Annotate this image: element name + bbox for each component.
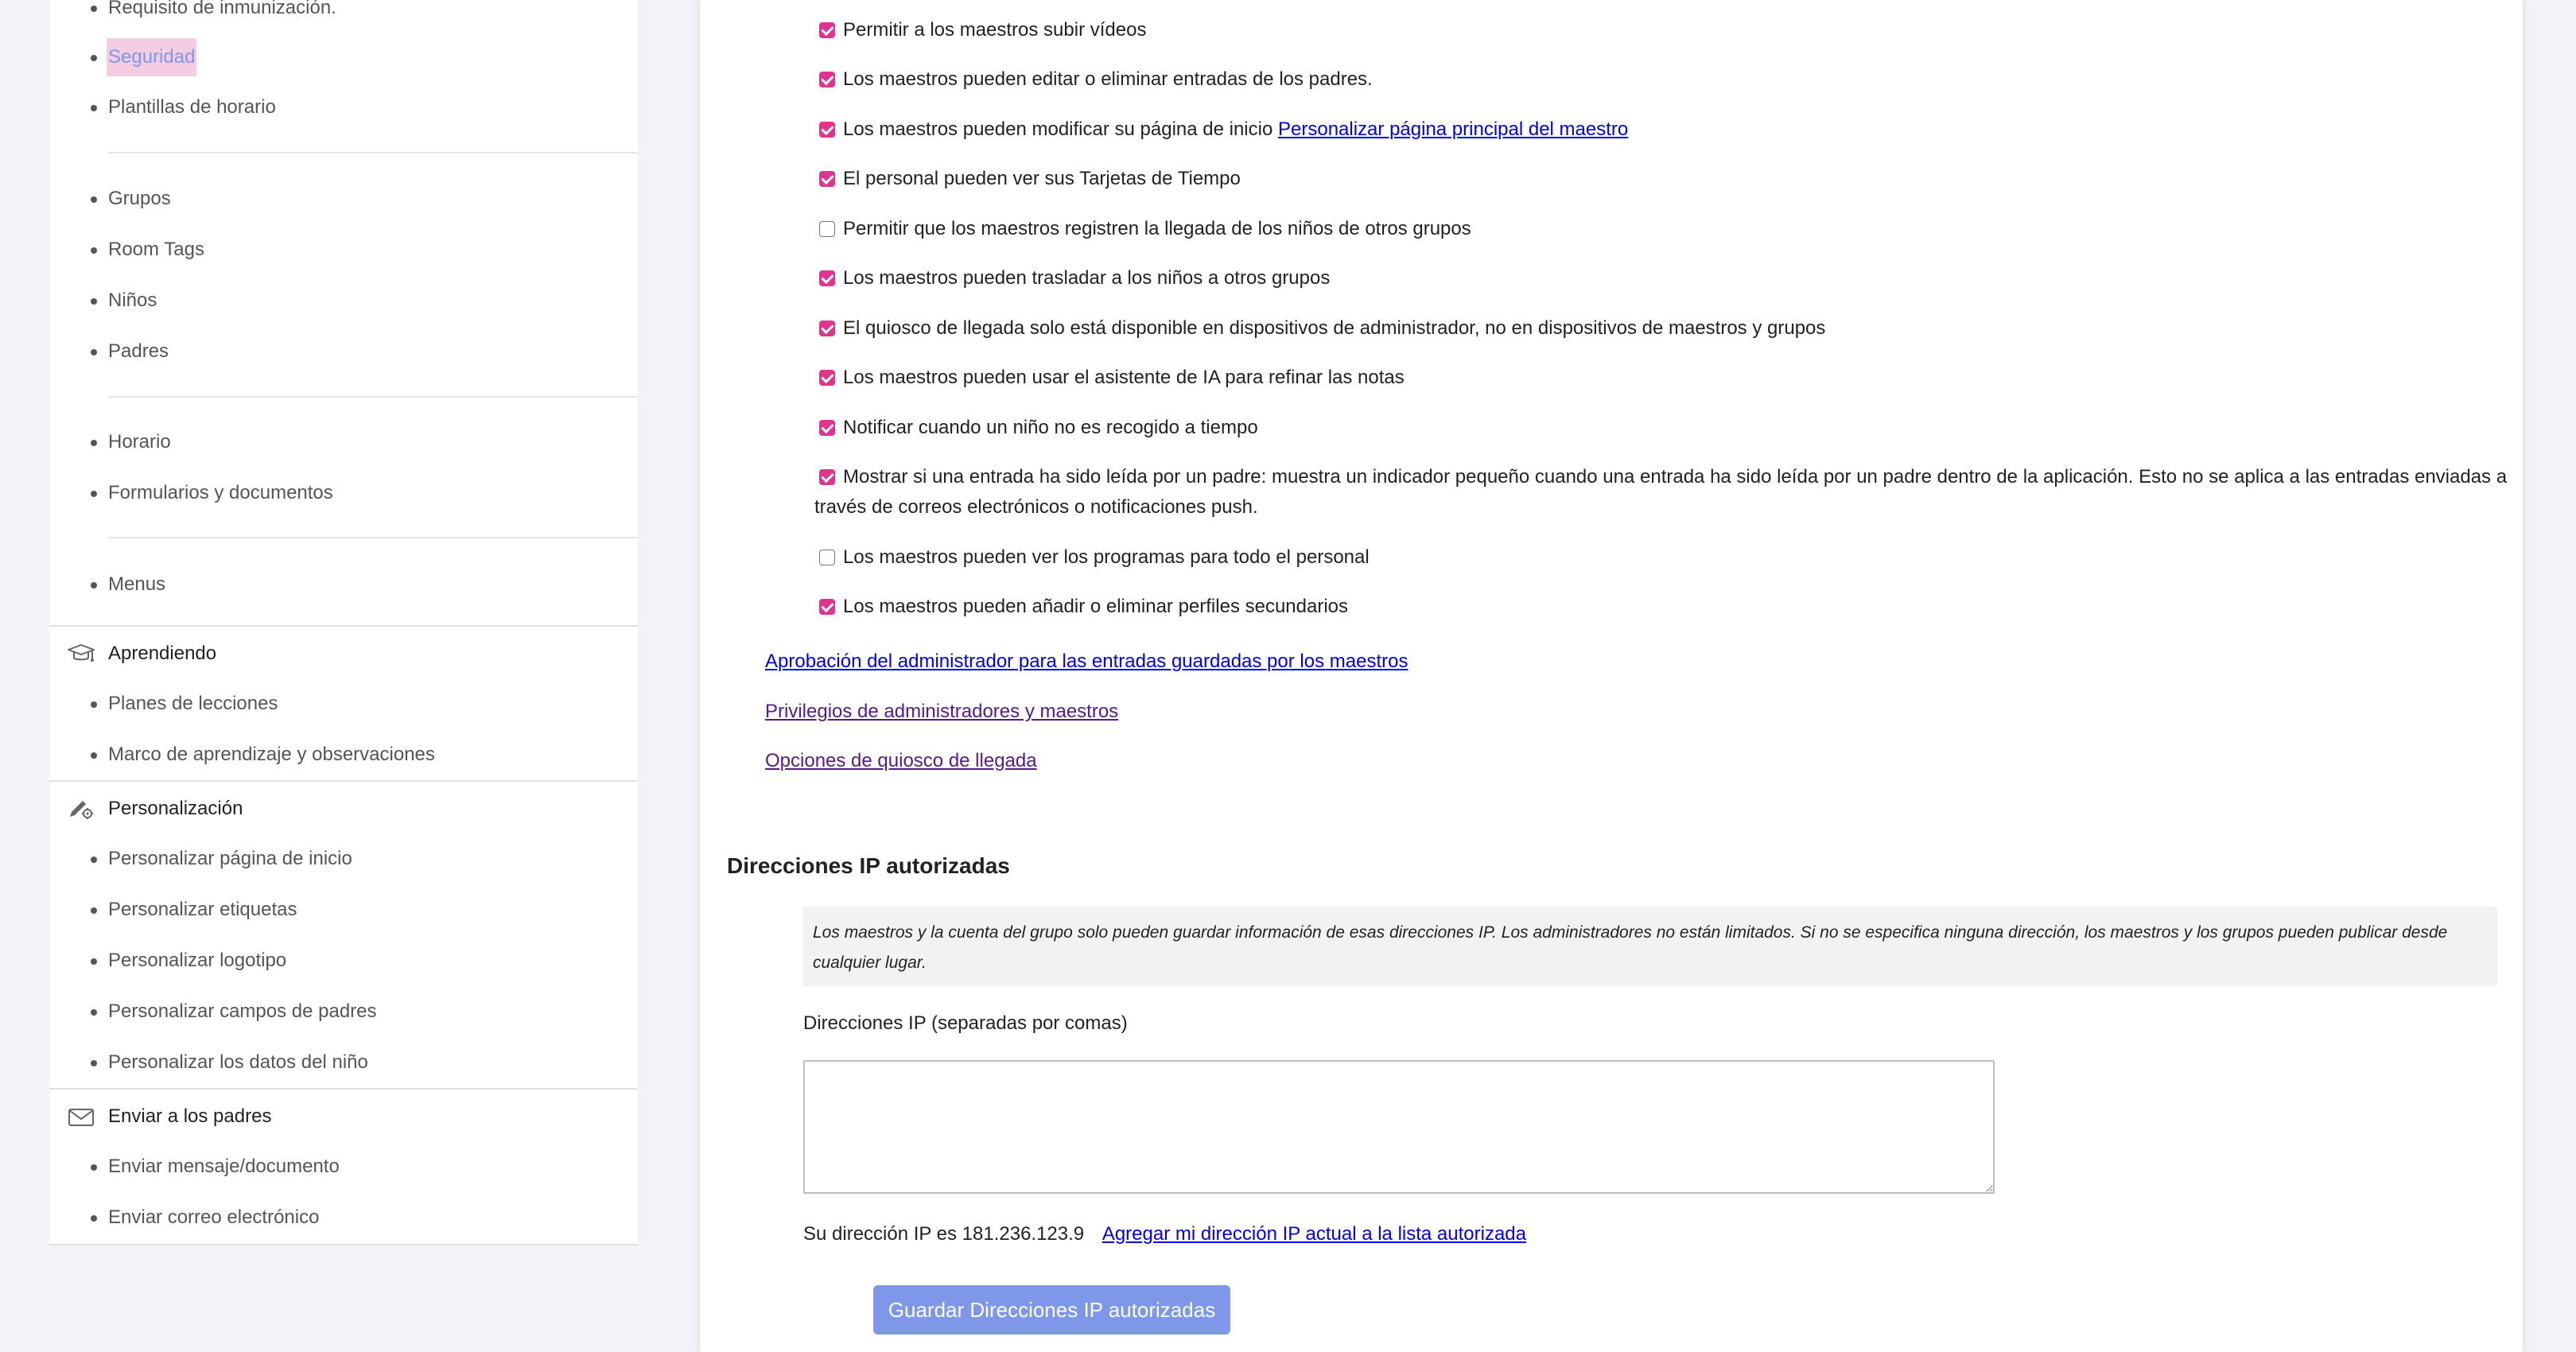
setting-row [814,462,2508,523]
bullet [91,958,97,965]
setting-row [819,592,1348,622]
checkbox[interactable] [819,321,835,336]
setting-label: Los maestros pueden editar o eliminar entradas de los padres. [843,68,1373,90]
bullet [91,582,97,589]
bullet [91,752,97,759]
bullet [91,907,97,914]
checkbox[interactable] [819,122,835,138]
setting-label: Permitir que los maestros registren la llegada de los niños de otros grupos [843,218,1471,239]
ip-section-note: Los maestros y la cuenta del grupo solo pueden guardar información de esas direcciones IP. Los administradores no están limitados. Si no se especifica ninguna dirección, los maestros y los grupos pueden publicar desde cualquier lugar. [803,907,2497,986]
setting-label: Mostrar si una entrada ha sido leída por un padre: muestra un indicador pequeño cuando una entrada ha sido leída por un padre dentro de la aplicación. Esto no se aplica a las entradas enviadas a través de correos electrónicos o notificaciones push. [814,466,2508,518]
sidebar-item-label: Personalizar logotipo [108,950,287,971]
setting-row [819,413,1258,443]
sidebar-item-label: Horario [108,431,171,453]
sidebar-item-label: Seguridad [107,38,196,76]
setting-label: El quiosco de llegada solo está disponible en dispositivos de administrador, no en dispositivos de maestros y grupos [843,317,1826,339]
setting-row [819,542,1370,573]
current-ip-text: Su dirección IP es 181.236.123.9 [803,1223,1085,1245]
bullet [91,440,97,446]
bullet [91,1009,97,1016]
setting-label: Los maestros pueden ver los programas para todo el personal [843,546,1370,568]
bullet [91,196,97,203]
checkbox[interactable] [819,22,835,38]
bullet [91,491,97,497]
sidebar-item-label: Enviar correo electrónico [108,1206,320,1228]
sidebar-item-label: Menus [108,573,166,595]
setting-row [819,214,1471,244]
sidebar-item-label: Personalizar los datos del niño [108,1051,368,1073]
sidebar-section-divider [49,625,638,627]
bullet [91,1215,97,1222]
bullet [91,857,97,863]
add-current-ip-link[interactable]: Agregar mi dirección IP actual a la lista autorizada [1102,1223,1526,1245]
sidebar-divider [108,537,638,538]
setting-row [819,115,1628,145]
setting-row [819,15,1146,45]
setting-row [819,313,1825,344]
checkbox[interactable] [819,72,835,87]
bullet [91,55,97,61]
ip-addresses-input[interactable] [803,1060,1995,1194]
admin-approval-link[interactable]: Aprobación del administrador para las entradas guardadas por los maestros [765,651,1408,672]
sidebar [49,0,638,1245]
sidebar-item-label: Grupos [108,188,171,209]
bullet [91,298,97,305]
sidebar-item-label: Niños [108,289,157,311]
bullet [91,1060,97,1066]
sidebar-item-label: Enviar mensaje/documento [108,1156,340,1177]
setting-label: Los maestros pueden modificar su página de inicio [843,118,1273,140]
customize-teacher-homepage-link[interactable]: Personalizar página principal del maestro [1278,118,1629,140]
setting-label: Los maestros pueden usar el asistente de IA para refinar las notas [843,367,1405,388]
sidebar-item-label: Personalizar etiquetas [108,899,297,920]
bullet [91,247,97,254]
checkbox[interactable] [819,469,835,485]
setting-label: Notificar cuando un niño no es recogido a tiempo [843,417,1258,438]
current-ip-line [803,1223,1526,1245]
sidebar-item-label: Room Tags [108,239,204,260]
checkbox[interactable] [819,370,835,386]
setting-row [819,263,1330,293]
sidebar-item-label: Formularios y documentos [108,482,333,503]
ip-section-title: Direcciones IP autorizadas [727,853,1010,878]
checkbox[interactable] [819,550,835,565]
sidebar-item-label: Personalizar página de inicio [108,848,352,869]
setting-label: Los maestros pueden trasladar a los niños a otros grupos [843,267,1331,289]
sidebar-item-label: Requisito de inmunización. [108,0,336,18]
checkbox[interactable] [819,221,835,237]
bullet [91,349,97,355]
sidebar-section-divider [49,780,638,782]
sidebar-item-label: Padres [108,340,169,362]
bullet [91,1164,97,1171]
pencil-gear-icon [67,798,95,820]
bullet [91,105,97,111]
sidebar-item-label: Marco de aprendizaje y observaciones [108,744,435,765]
checkbox[interactable] [819,420,835,436]
setting-row [819,64,1373,95]
setting-row [819,164,1241,194]
sidebar-divider [108,152,638,153]
graduation-cap-icon [67,643,95,665]
bullet [91,701,97,708]
setting-label: Permitir a los maestros subir vídeos [843,19,1147,41]
sidebar-header-label: Aprendiendo [108,643,217,664]
ip-field-label: Direcciones IP (separadas por comas) [803,1012,1128,1034]
checkbox[interactable] [819,599,835,615]
sidebar-section-divider [49,1088,638,1090]
bullet [91,6,97,12]
sidebar-item-label: Planes de lecciones [108,693,278,714]
admin-teacher-privileges-link[interactable]: Privilegios de administradores y maestros [765,701,1119,722]
checkbox[interactable] [819,270,835,286]
main-content [700,0,2523,1352]
sidebar-item-label: Plantillas de horario [108,96,276,118]
setting-row [819,363,1405,393]
setting-label: Los maestros pueden añadir o eliminar perfiles secundarios [843,596,1349,617]
envelope-icon [67,1105,95,1128]
checkbox[interactable] [819,171,835,187]
sidebar-header-label: Enviar a los padres [108,1105,272,1127]
sidebar-header-label: Personalización [108,798,243,819]
sidebar-item-label: Personalizar campos de padres [108,1000,377,1022]
save-ip-addresses-button[interactable]: Guardar Direcciones IP autorizadas [873,1285,1230,1335]
setting-label: El personal pueden ver sus Tarjetas de Tiempo [843,168,1241,189]
kiosk-options-link[interactable]: Opciones de quiosco de llegada [765,750,1037,771]
sidebar-divider [108,396,638,398]
